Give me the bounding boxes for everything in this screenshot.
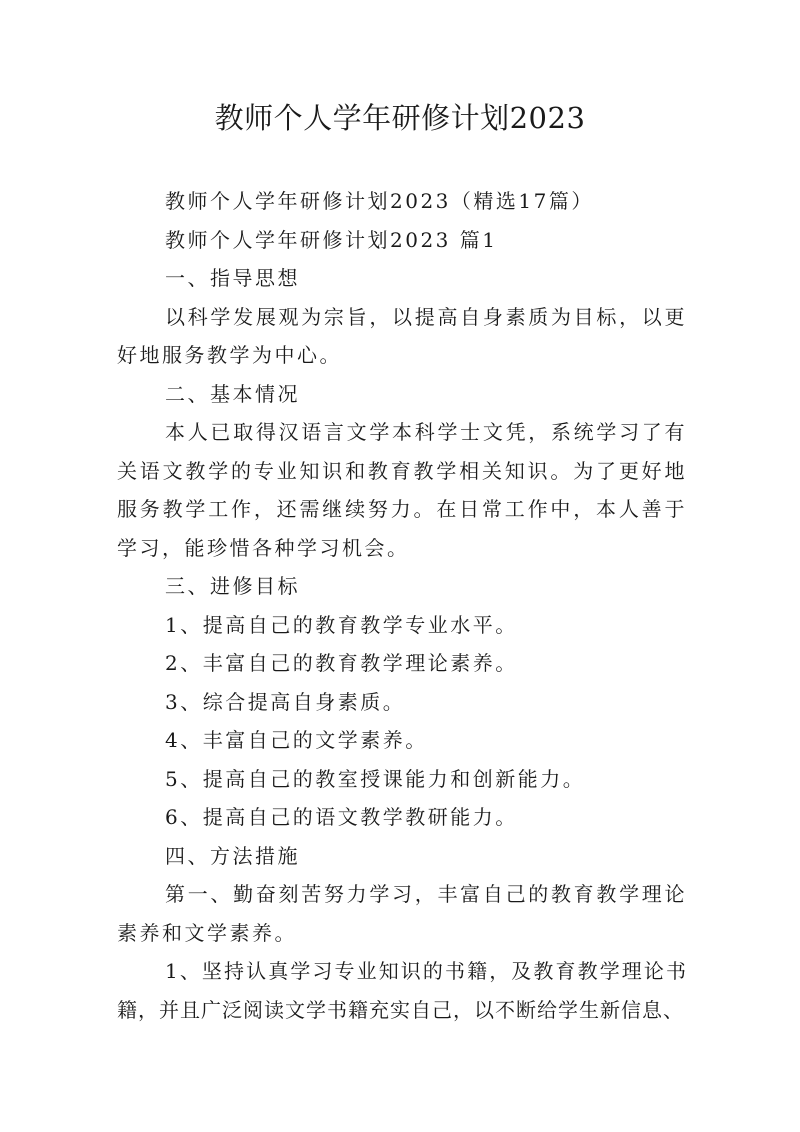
list-item-goal: 4、丰富自己的文学素养。 (165, 728, 428, 752)
heading-study-goals: 三、进修目标 (165, 574, 300, 598)
list-item-goal: 5、提高自己的教室授课能力和创新能力。 (165, 766, 586, 791)
list-item-goal: 3、综合提高自身素质。 (165, 689, 406, 714)
heading-basic-situation: 二、基本情况 (165, 381, 300, 406)
paragraph-section-heading: 教师个人学年研修计划2023 篇1 (165, 227, 498, 252)
paragraph-subtitle: 教师个人学年研修计划2023（精选17篇） (165, 189, 594, 213)
list-item-goal: 6、提高自己的语文教学教研能力。 (165, 805, 518, 829)
document-body (117, 182, 687, 1029)
document-title: 教师个人学年研修计划2023 (214, 101, 586, 135)
heading-guiding-principle: 一、指导思想 (165, 266, 300, 290)
paragraph-basic-situation: 本人已取得汉语言文学本科学士文凭，系统学习了有关语文教学的专业知识和教育教学相关知识。为了更好地服务教学工作，还需继续努力。在日常工作中，本人善于学习，能珍惜各种学习机会。 (117, 420, 687, 560)
list-item-goal: 1、提高自己的教育教学专业水平。 (165, 612, 518, 637)
list-item-goal: 2、丰富自己的教育教学理论素养。 (165, 651, 518, 675)
heading-methods: 四、方法措施 (165, 843, 300, 868)
paragraph-method-item: 1、坚持认真学习专业知识的书籍，及教育教学理论书籍，并且广泛阅读文学书籍充实自己，以不断给学生新信息、 (117, 959, 687, 1022)
paragraph-guiding-principle: 以科学发展观为宗旨，以提高自身素质为目标，以更好地服务教学为中心。 (117, 304, 687, 367)
paragraph-method-first: 第一、勤奋刻苦努力学习，丰富自己的教育教学理论素养和文学素养。 (117, 882, 687, 945)
